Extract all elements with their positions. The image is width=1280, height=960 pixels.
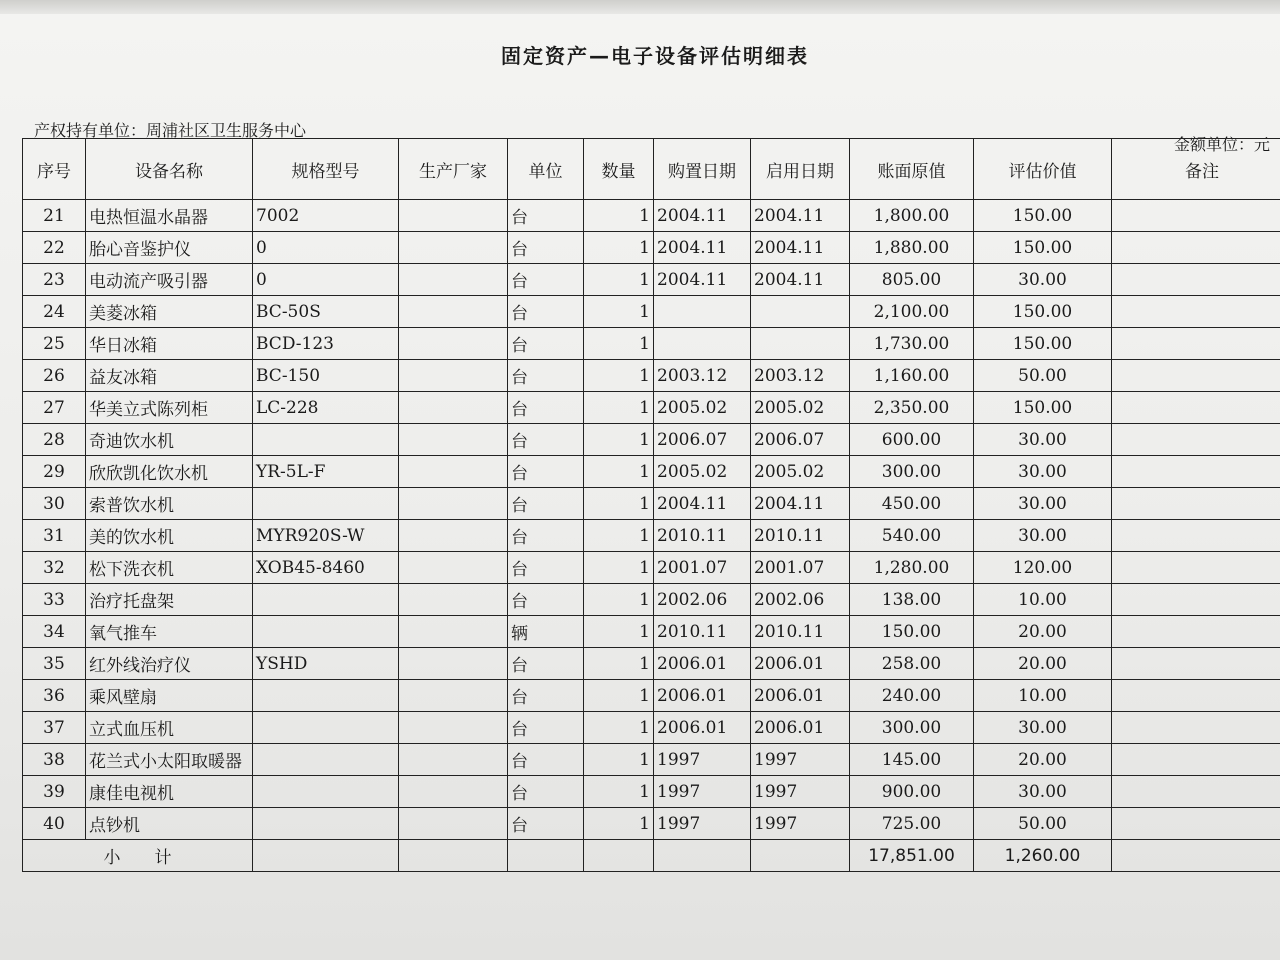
row-number-cell: 39: [23, 776, 86, 808]
row-number-cell: 40: [23, 808, 86, 840]
start-date-cell: 2005.02: [751, 456, 850, 488]
appraised-value-cell: 150.00: [974, 328, 1112, 360]
empty-cell: [1112, 840, 1280, 872]
purchase-date-cell: 2001.07: [654, 552, 751, 584]
start-date-cell: [751, 328, 850, 360]
subtotal-book-value: 17,851.00: [850, 840, 974, 872]
manufacturer-cell: [399, 200, 508, 232]
remark-cell: [1112, 552, 1280, 584]
table-row: [23, 328, 1280, 360]
start-date-cell: 2001.07: [751, 552, 850, 584]
model-cell: BCD-123: [253, 328, 399, 360]
subtotal-label: 小 计: [23, 840, 253, 872]
amount-unit-label: 金额单位：元: [1173, 135, 1270, 154]
appraised-value-cell: 30.00: [974, 424, 1112, 456]
quantity-cell: 1: [584, 360, 654, 392]
table-row: [23, 776, 1280, 808]
equipment-name-cell: 电热恒温水晶器: [86, 200, 253, 232]
equipment-name-cell: 美菱冰箱: [86, 296, 253, 328]
unit-cell: 台: [508, 488, 584, 520]
start-date-cell: 2004.11: [751, 264, 850, 296]
purchase-date-cell: 2006.07: [654, 424, 751, 456]
manufacturer-cell: [399, 808, 508, 840]
header-cell: 序号: [23, 139, 86, 200]
manufacturer-cell: [399, 520, 508, 552]
start-date-cell: 2010.11: [751, 520, 850, 552]
model-cell: 0: [253, 232, 399, 264]
model-cell: LC-228: [253, 392, 399, 424]
remark-cell: [1112, 392, 1280, 424]
start-date-cell: 2004.11: [751, 488, 850, 520]
appraised-value-cell: 150.00: [974, 392, 1112, 424]
appraised-value-cell: 30.00: [974, 712, 1112, 744]
remark-cell: [1112, 616, 1280, 648]
start-date-cell: 2003.12: [751, 360, 850, 392]
header-cell: 规格型号: [253, 139, 399, 200]
purchase-date-cell: 2002.06: [654, 584, 751, 616]
purchase-date-cell: 1997: [654, 776, 751, 808]
start-date-cell: 2005.02: [751, 392, 850, 424]
table-row: [23, 360, 1280, 392]
model-cell: [253, 808, 399, 840]
model-cell: [253, 712, 399, 744]
header-cell: 数量: [584, 139, 654, 200]
equipment-name-cell: 松下洗衣机: [86, 552, 253, 584]
quantity-cell: 1: [584, 520, 654, 552]
start-date-cell: 2002.06: [751, 584, 850, 616]
purchase-date-cell: 2004.11: [654, 200, 751, 232]
manufacturer-cell: [399, 680, 508, 712]
manufacturer-cell: [399, 328, 508, 360]
table-row: [23, 232, 1280, 264]
header-cell: 生产厂家: [399, 139, 508, 200]
book-value-cell: 450.00: [850, 488, 974, 520]
row-number-cell: 34: [23, 616, 86, 648]
quantity-cell: 1: [584, 552, 654, 584]
purchase-date-cell: 2006.01: [654, 648, 751, 680]
equipment-name-cell: 欣欣凯化饮水机: [86, 456, 253, 488]
quantity-cell: 1: [584, 648, 654, 680]
quantity-cell: 1: [584, 456, 654, 488]
equipment-name-cell: 红外线治疗仪: [86, 648, 253, 680]
purchase-date-cell: [654, 328, 751, 360]
appraised-value-cell: 50.00: [974, 808, 1112, 840]
quantity-cell: 1: [584, 616, 654, 648]
book-value-cell: 1,880.00: [850, 232, 974, 264]
unit-cell: 台: [508, 200, 584, 232]
table-row: [23, 488, 1280, 520]
quantity-cell: 1: [584, 424, 654, 456]
manufacturer-cell: [399, 712, 508, 744]
quantity-cell: 1: [584, 808, 654, 840]
remark-cell: [1112, 456, 1280, 488]
remark-cell: [1112, 712, 1280, 744]
quantity-cell: 1: [584, 392, 654, 424]
quantity-cell: 1: [584, 296, 654, 328]
start-date-cell: 2010.11: [751, 616, 850, 648]
manufacturer-cell: [399, 616, 508, 648]
model-cell: 0: [253, 264, 399, 296]
quantity-cell: 1: [584, 776, 654, 808]
model-cell: [253, 424, 399, 456]
unit-cell: 台: [508, 456, 584, 488]
appraised-value-cell: 20.00: [974, 648, 1112, 680]
table-row: [23, 712, 1280, 744]
appraised-value-cell: 50.00: [974, 360, 1112, 392]
row-number-cell: 37: [23, 712, 86, 744]
model-cell: [253, 584, 399, 616]
unit-cell: 台: [508, 264, 584, 296]
book-value-cell: 805.00: [850, 264, 974, 296]
model-cell: [253, 744, 399, 776]
start-date-cell: 2006.01: [751, 712, 850, 744]
remark-cell: [1112, 264, 1280, 296]
manufacturer-cell: [399, 488, 508, 520]
remark-cell: [1112, 648, 1280, 680]
table-row: [23, 424, 1280, 456]
manufacturer-cell: [399, 360, 508, 392]
quantity-cell: 1: [584, 200, 654, 232]
equipment-name-cell: 花兰式小太阳取暖器: [86, 744, 253, 776]
table-row: [23, 200, 1280, 232]
book-value-cell: 540.00: [850, 520, 974, 552]
row-number-cell: 30: [23, 488, 86, 520]
row-number-cell: 28: [23, 424, 86, 456]
purchase-date-cell: 2004.11: [654, 232, 751, 264]
purchase-date-cell: 1997: [654, 808, 751, 840]
row-number-cell: 21: [23, 200, 86, 232]
appraised-value-cell: 150.00: [974, 200, 1112, 232]
row-number-cell: 22: [23, 232, 86, 264]
unit-cell: 台: [508, 744, 584, 776]
model-cell: [253, 680, 399, 712]
remark-cell: [1112, 808, 1280, 840]
row-number-cell: 32: [23, 552, 86, 584]
unit-cell: 台: [508, 520, 584, 552]
subtotal-row: [23, 840, 1280, 872]
table-row: [23, 808, 1280, 840]
purchase-date-cell: 2006.01: [654, 680, 751, 712]
quantity-cell: 1: [584, 584, 654, 616]
equipment-name-cell: 氧气推车: [86, 616, 253, 648]
table-header-row: [23, 139, 1280, 200]
model-cell: [253, 488, 399, 520]
table-row: [23, 616, 1280, 648]
remark-cell: [1112, 520, 1280, 552]
model-cell: YSHD: [253, 648, 399, 680]
equipment-name-cell: 华日冰箱: [86, 328, 253, 360]
row-number-cell: 29: [23, 456, 86, 488]
unit-cell: 台: [508, 296, 584, 328]
owner-label: 产权持有单位：周浦社区卫生服务中心: [34, 121, 307, 140]
empty-cell: [654, 840, 751, 872]
row-number-cell: 31: [23, 520, 86, 552]
book-value-cell: 300.00: [850, 712, 974, 744]
unit-cell: 台: [508, 392, 584, 424]
unit-cell: 台: [508, 808, 584, 840]
book-value-cell: 145.00: [850, 744, 974, 776]
book-value-cell: 725.00: [850, 808, 974, 840]
manufacturer-cell: [399, 424, 508, 456]
manufacturer-cell: [399, 232, 508, 264]
remark-cell: [1112, 232, 1280, 264]
book-value-cell: 600.00: [850, 424, 974, 456]
start-date-cell: 2006.01: [751, 680, 850, 712]
unit-cell: 台: [508, 584, 584, 616]
manufacturer-cell: [399, 584, 508, 616]
row-number-cell: 24: [23, 296, 86, 328]
remark-cell: [1112, 200, 1280, 232]
unit-cell: 台: [508, 232, 584, 264]
book-value-cell: 2,350.00: [850, 392, 974, 424]
equipment-name-cell: 康佳电视机: [86, 776, 253, 808]
book-value-cell: 1,730.00: [850, 328, 974, 360]
row-number-cell: 36: [23, 680, 86, 712]
header-cell: 单位: [508, 139, 584, 200]
purchase-date-cell: 2010.11: [654, 616, 751, 648]
appraised-value-cell: 10.00: [974, 680, 1112, 712]
remark-cell: [1112, 776, 1280, 808]
book-value-cell: 138.00: [850, 584, 974, 616]
start-date-cell: 1997: [751, 744, 850, 776]
purchase-date-cell: 2010.11: [654, 520, 751, 552]
manufacturer-cell: [399, 456, 508, 488]
table-row: [23, 456, 1280, 488]
equipment-name-cell: 华美立式陈列柜: [86, 392, 253, 424]
book-value-cell: 240.00: [850, 680, 974, 712]
equipment-name-cell: 益友冰箱: [86, 360, 253, 392]
table-row: [23, 520, 1280, 552]
model-cell: [253, 776, 399, 808]
purchase-date-cell: 2005.02: [654, 456, 751, 488]
appraised-value-cell: 10.00: [974, 584, 1112, 616]
appraised-value-cell: 30.00: [974, 488, 1112, 520]
paper-top-edge: [0, 0, 1280, 14]
equipment-name-cell: 乘风壁扇: [86, 680, 253, 712]
empty-cell: [508, 840, 584, 872]
unit-cell: 台: [508, 424, 584, 456]
document-title: 固定资产—电子设备评估明细表: [501, 44, 809, 68]
quantity-cell: 1: [584, 488, 654, 520]
remark-cell: [1112, 584, 1280, 616]
equipment-name-cell: 美的饮水机: [86, 520, 253, 552]
remark-cell: [1112, 680, 1280, 712]
remark-cell: [1112, 488, 1280, 520]
header-cell: 设备名称: [86, 139, 253, 200]
book-value-cell: 1,280.00: [850, 552, 974, 584]
purchase-date-cell: 2004.11: [654, 264, 751, 296]
equipment-name-cell: 点钞机: [86, 808, 253, 840]
appraised-value-cell: 150.00: [974, 296, 1112, 328]
manufacturer-cell: [399, 264, 508, 296]
empty-cell: [399, 840, 508, 872]
start-date-cell: 1997: [751, 776, 850, 808]
purchase-date-cell: [654, 296, 751, 328]
book-value-cell: 900.00: [850, 776, 974, 808]
appraised-value-cell: 30.00: [974, 456, 1112, 488]
unit-cell: 辆: [508, 616, 584, 648]
purchase-date-cell: 2004.11: [654, 488, 751, 520]
unit-cell: 台: [508, 648, 584, 680]
unit-cell: 台: [508, 680, 584, 712]
book-value-cell: 258.00: [850, 648, 974, 680]
equipment-name-cell: 电动流产吸引器: [86, 264, 253, 296]
row-number-cell: 35: [23, 648, 86, 680]
start-date-cell: 2006.07: [751, 424, 850, 456]
start-date-cell: 1997: [751, 808, 850, 840]
model-cell: BC-150: [253, 360, 399, 392]
appraised-value-cell: 20.00: [974, 616, 1112, 648]
model-cell: [253, 616, 399, 648]
empty-cell: [751, 840, 850, 872]
model-cell: 7002: [253, 200, 399, 232]
quantity-cell: 1: [584, 232, 654, 264]
model-cell: MYR920S-W: [253, 520, 399, 552]
table-row: [23, 296, 1280, 328]
appraised-value-cell: 20.00: [974, 744, 1112, 776]
empty-cell: [253, 840, 399, 872]
quantity-cell: 1: [584, 744, 654, 776]
model-cell: BC-50S: [253, 296, 399, 328]
purchase-date-cell: 2005.02: [654, 392, 751, 424]
header-cell: 启用日期: [751, 139, 850, 200]
book-value-cell: 1,800.00: [850, 200, 974, 232]
quantity-cell: 1: [584, 264, 654, 296]
remark-cell: [1112, 360, 1280, 392]
row-number-cell: 33: [23, 584, 86, 616]
quantity-cell: 1: [584, 680, 654, 712]
appraised-value-cell: 30.00: [974, 520, 1112, 552]
book-value-cell: 150.00: [850, 616, 974, 648]
asset-table: [22, 138, 1280, 872]
equipment-name-cell: 治疗托盘架: [86, 584, 253, 616]
appraised-value-cell: 150.00: [974, 232, 1112, 264]
manufacturer-cell: [399, 744, 508, 776]
table-row: [23, 648, 1280, 680]
header-cell: 备注: [1112, 139, 1280, 200]
start-date-cell: 2004.11: [751, 232, 850, 264]
quantity-cell: 1: [584, 712, 654, 744]
book-value-cell: 2,100.00: [850, 296, 974, 328]
table-row: [23, 680, 1280, 712]
equipment-name-cell: 奇迪饮水机: [86, 424, 253, 456]
table-row: [23, 552, 1280, 584]
model-cell: YR-5L-F: [253, 456, 399, 488]
row-number-cell: 27: [23, 392, 86, 424]
table-row: [23, 584, 1280, 616]
remark-cell: [1112, 328, 1280, 360]
model-cell: XOB45-8460: [253, 552, 399, 584]
row-number-cell: 25: [23, 328, 86, 360]
purchase-date-cell: 2006.01: [654, 712, 751, 744]
unit-cell: 台: [508, 360, 584, 392]
equipment-name-cell: 索普饮水机: [86, 488, 253, 520]
table-row: [23, 392, 1280, 424]
row-number-cell: 26: [23, 360, 86, 392]
table-row: [23, 264, 1280, 296]
unit-cell: 台: [508, 712, 584, 744]
row-number-cell: 23: [23, 264, 86, 296]
appraised-value-cell: 30.00: [974, 264, 1112, 296]
subtotal-appraised-value: 1,260.00: [974, 840, 1112, 872]
manufacturer-cell: [399, 648, 508, 680]
start-date-cell: 2006.01: [751, 648, 850, 680]
book-value-cell: 300.00: [850, 456, 974, 488]
appraised-value-cell: 30.00: [974, 776, 1112, 808]
header-cell: 评估价值: [974, 139, 1112, 200]
unit-cell: 台: [508, 328, 584, 360]
book-value-cell: 1,160.00: [850, 360, 974, 392]
remark-cell: [1112, 744, 1280, 776]
quantity-cell: 1: [584, 328, 654, 360]
remark-cell: [1112, 296, 1280, 328]
unit-cell: 台: [508, 552, 584, 584]
header-cell: 购置日期: [654, 139, 751, 200]
equipment-name-cell: 立式血压机: [86, 712, 253, 744]
header-cell: 账面原值: [850, 139, 974, 200]
manufacturer-cell: [399, 392, 508, 424]
purchase-date-cell: 1997: [654, 744, 751, 776]
unit-cell: 台: [508, 776, 584, 808]
equipment-name-cell: 胎心音鉴护仪: [86, 232, 253, 264]
manufacturer-cell: [399, 296, 508, 328]
table-row: [23, 744, 1280, 776]
start-date-cell: 2004.11: [751, 200, 850, 232]
manufacturer-cell: [399, 552, 508, 584]
remark-cell: [1112, 424, 1280, 456]
manufacturer-cell: [399, 776, 508, 808]
row-number-cell: 38: [23, 744, 86, 776]
empty-cell: [584, 840, 654, 872]
purchase-date-cell: 2003.12: [654, 360, 751, 392]
appraised-value-cell: 120.00: [974, 552, 1112, 584]
start-date-cell: [751, 296, 850, 328]
